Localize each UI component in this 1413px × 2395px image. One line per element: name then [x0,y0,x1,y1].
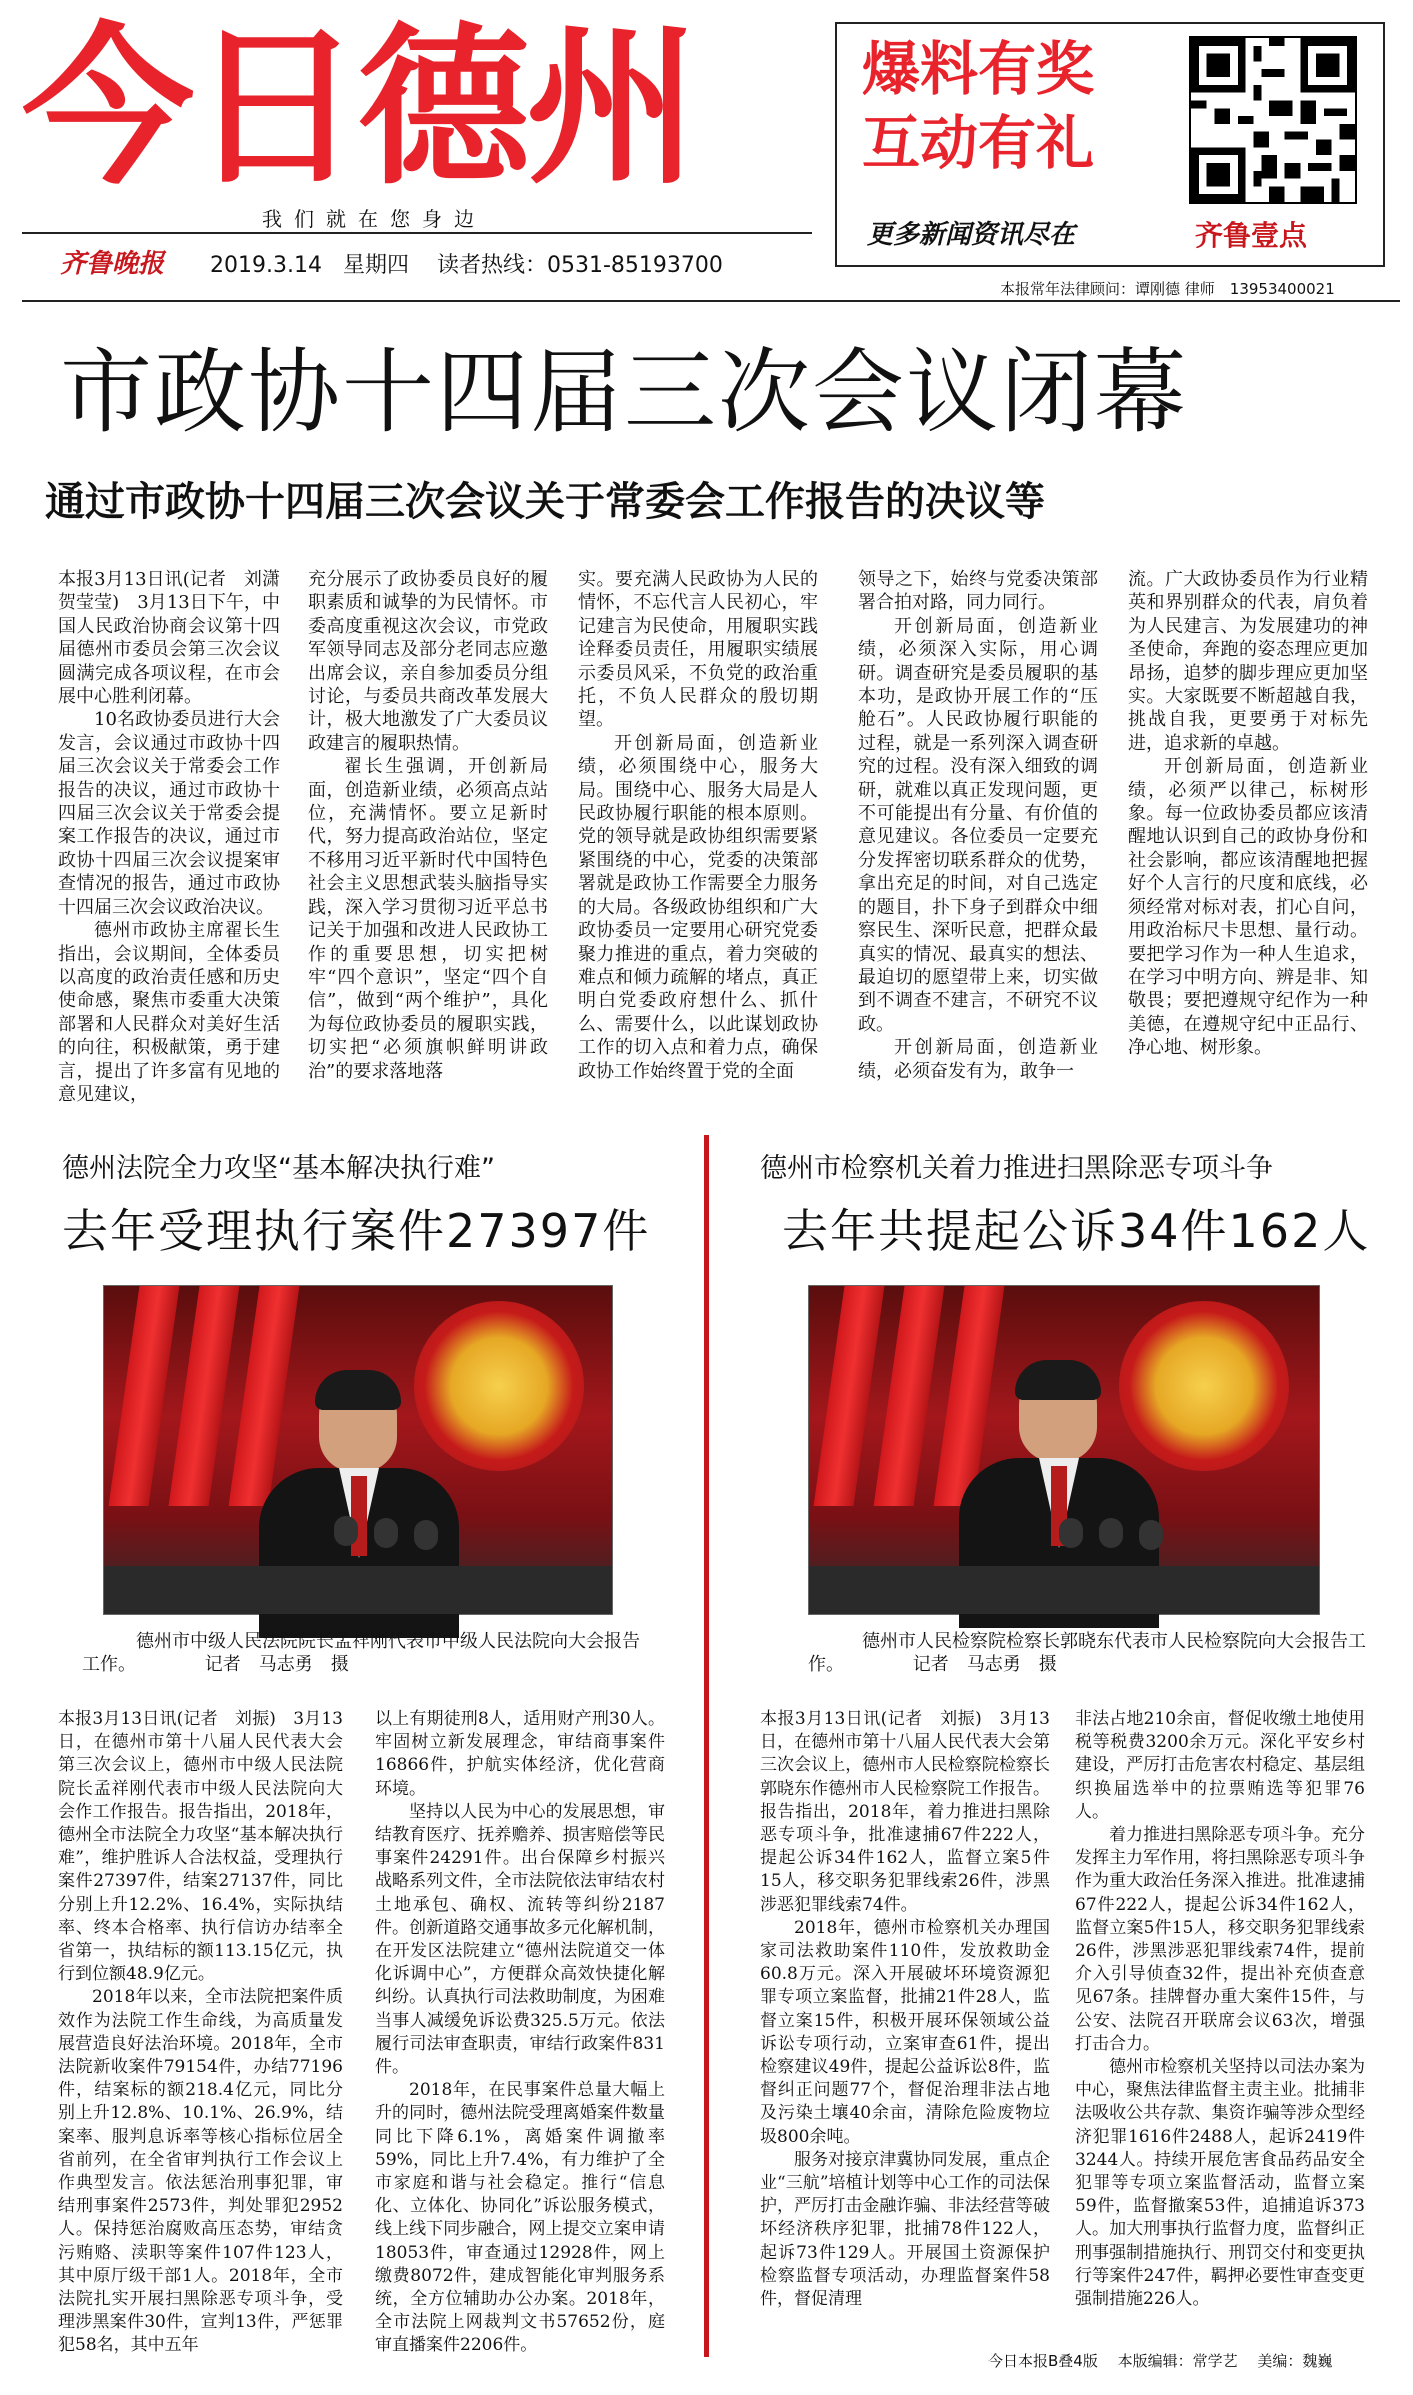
paragraph: 开创新局面，创造新业绩，必须围绕中心，服务大局。围绕中心、服务大局是人民政协履行职能的根本原则。党的领导就是政协组织需要紧紧围绕的中心，党委的决策部署就是政协工作需要全力服务的大局。各级政协组织和广大政协委员一定要用心研究党委聚力推进的重点，着力突破的难点和倾力疏解的堵点，真正明白党委政府想什么、抓什么、需要什么，以此谋划政协工作的切入点和着力点，确保政协工作始终置于党的全面 [578,732,818,1082]
legal-advisor: 本报常年法律顾问：谭刚德 律师 13953400021 [1000,280,1335,298]
promo-line1: 爆料有奖 [862,35,1095,103]
paragraph: 流。广大政协委员作为行业精英和界别群众的代表，肩负着为人民建言、为发展建功的神圣使命，奔跑的姿态理应更加昂扬，追梦的脚步理应更加坚实。大家既要不断超越自我，挑战自我，更要勇于对标先进，追求新的卓越。 [1128,569,1368,754]
main-column-3 [578,568,818,1098]
procuratorate-caption: 德州市人民检察院检察长郭晓东代表市人民检察院向大会报告工作。 记者 马志勇 摄 [808,1631,1366,1675]
paragraph: 开创新局面，创造新业绩，必须深入实际，用心调研。调查研究是委员履职的基本功，是政协开展工作的“压舱石”。人民政协履行职能的过程，就是一系列深入调查研究的过程。没有深入细致的调研，就难以真正发现问题，更不可能提出有分量、有价值的意见建议。各位委员一定要充分发挥密切联系群众的优势，拿出充足的时间，对自己选定的题目，扑下身子到群众中细察民生、深听民意，把群众最真实的情况、最真实的想法、最迫切的愿望带上来，切实做到不调查不建言，不研究不议政。 [858,615,1098,1035]
paragraph: 10名政协委员进行大会发言，会议通过市政协十四届三次会议关于常委会工作报告的决议，通过市政协十四届三次会议关于常委会提案工作报告的决议，通过市政协十四届三次会议提案审查情况的报告，通过市政协十四届三次会议政治决议。 [58,709,280,918]
main-column-2 [308,568,548,1098]
reader-hotline: 读者热线：0531-85193700 [436,253,723,278]
paragraph: 非法占地210余亩，督促收缴土地使用税等税费3200余万元。深化平安乡村建设，严厉打击危害农村稳定、基层组织换届选举中的拉票贿选等犯罪76人。 [1075,1709,1365,1822]
header-rule [22,300,1400,302]
paragraph: 着力推进扫黑除恶专项斗争。充分发挥主力军作用，将扫黑除恶专项斗争作为重大政治任务深入推进。批准逮捕67件222人，提起公诉34件162人，监督立案5件15人，移交职务犯罪线索26件，涉黑涉恶犯罪线索74件，提前介入引导侦查32件，提出补充侦查意见67条。挂牌督办重大案件15件，与公安、法院召开联席会议63次，增强打击合力。 [1075,1825,1365,2054]
paragraph: 开创新局面，创造新业绩，必须严以律己，标树形象。每一位政协委员都应该清醒地认识到自己的政协身份和社会影响，都应该清醒地把握好个人言行的尺度和底线，必须经常对标对表，扪心自问，用政治标尺卡思想、量行动。要把学习作为一种人生追求，在学习中明方向、辨是非、知敬畏；要把遵规守纪作为一种美德，在遵规守纪中正品行、净心地、树形象。 [1128,756,1368,1059]
edition-label: 今日本报B叠4版 [988,2352,1098,2370]
main-column-4 [858,568,1098,1098]
qr-code-icon[interactable] [1189,36,1357,204]
main-column-5 [1128,568,1368,1098]
photo-credit: 记者 马志勇 摄 [204,1654,349,1675]
paragraph: 本报3月13日讯(记者 刘振) 3月13日，在德州市第十八届人民代表大会第三次会议上，德州市中级人民法院院长孟祥刚代表市中级人民法院向大会作工作报告。报告指出，2018年，德州全市法院全力攻坚“基本解决执行难”，维护胜诉人合法权益，受理执行案件27397件，结案27137件，同比分别上升12.2%、16.4%，实际执结率、终本合格率、执行信访办结率全省第一，执结标的额113.15亿元，执行到位额48.9亿元。 [58,1709,343,1985]
procuratorate-photo [808,1285,1320,1615]
page-footer [988,2350,1332,2371]
main-subhead: 通过市政协十四届三次会议关于常委会工作报告的决议等 [45,479,1045,525]
paragraph: 坚持以人民为中心的发展思想，审结教育医疗、抚养赡养、损害赔偿等民事案件24291件。出台保障乡村振兴战略系列文件，全市法院依法审结农村土地承包、确权、流转等纠纷2187件。创新道路交通事故多元化解机制，在开发区法院建立“德州法院道交一体化诉调中心”，方便群众高效快捷化解纠纷。认真执行司法救助制度，为困难当事人减缓免诉讼费325.5万元。依法履行司法审查职责，审结行政案件831件。 [375,1801,665,2078]
paragraph: 翟长生强调，开创新局面，创造新业绩，必须高点站位，充满情怀。要立足新时代，努力提高政治站位，坚定不移用习近平新时代中国特色社会主义思想武装头脑指导实践，深入学习贯彻习近平总书记关于加强和改进人民政协工作的重要思想，切实把树牢“四个意识”，坚定“四个自信”，做到“两个维护”，具化为每位政协委员的履职实践，切实把“必须旗帜鲜明讲政治”的要求落地落 [308,756,548,1082]
dateline [210,248,723,279]
paragraph: 充分展示了政协委员良好的履职素质和诚挚的为民情怀。市委高度重视这次会议，市党政军领导同志及部分老同志应邀出席会议，亲自参加委员分组讨论，与委员共商改革发展大计，极大地激发了广大委员议政建言的履职热情。 [308,569,548,754]
procuratorate-kicker: 德州市检察机关着力推进扫黑除恶专项斗争 [760,1153,1273,1184]
masthead-title: 今日德州 [22,7,694,208]
paragraph: 开创新局面，创造新业绩，必须奋发有为，敢争一 [858,1037,1098,1082]
section-divider [704,1135,709,2357]
paragraph: 实。要充满人民政协为人民的情怀，不忘代言人民初心，牢记建言为民使命，用履职实践诠释委员责任，用履职实绩展示委员风采，不负党的政治重托，不负人民群众的殷切期望。 [578,569,818,731]
promo-line2: 互动有礼 [862,109,1095,177]
paragraph: 德州市检察机关坚持以司法办案为中心，聚焦法律监督主责主业。批捕非法吸收公共存款、集资诈骗等涉众型经济犯罪1616件2488人，起诉2419件3244人。持续开展危害食品药品安全犯罪等专项立案监督活动，监督立案59件，监督撤案53件，追捕追诉373人。加大刑事执行监督力度，监督纠正刑事强制措施执行、刑罚交付和变更执行等案件247件，羁押必要性审查变更强制措施226人。 [1075,2057,1365,2310]
paragraph: 2018年以来，全市法院把案件质效作为法院工作生命线，为高质量发展营造良好法治环境。2018年，全市法院新收案件79154件，办结77196件，结案标的额218.4亿元，同比分别上升12.8%、10.1%、26.9%，结案率、服判息诉率等核心指标位居全省前列，在全省审判执行工作会议上作典型发言。依法惩治刑事犯罪，审结刑事案件2573件，判处罪犯2952人。保持惩治腐败高压态势，审结贪污贿赂、渎职等案件107件123人，其中原厅级干部1人。2018年，全市法院扎实开展扫黑除恶专项斗争，受理涉黑案件30件，宣判13件，严惩罪犯58名，其中五年 [58,1987,343,2356]
paragraph: 以上有期徒刑8人，适用财产刑30人。牢固树立新发展理念，审结商事案件16866件，护航实体经济，优化营商环境。 [375,1709,665,1799]
court-headline: 去年受理执行案件27397件 [62,1204,651,1258]
paragraph: 2018年，在民事案件总量大幅上升的同时，德州法院受理离婚案件数量同比下降6.1%，离婚案件调撤率59%，同比上升7.4%，有力维护了全市家庭和谐与社会稳定。推行“信息化、立体化、协同化”诉讼服务模式，线上线下同步融合，网上提交立案申请18053件，审查通过12928件，网上缴费8072件，建成智能化审判服务系统，全方位辅助办公办案。2018年，全市法院上网裁判文书57652份，庭审直播案件2206件。 [375,2080,665,2356]
court-caption: 德州市中级人民法院院长孟祥刚代表市中级人民法院向大会报告工作。 记者 马志勇 摄 [82,1631,640,1675]
court-photo [103,1285,613,1615]
paragraph: 2018年，德州市检察机关办理国家司法救助案件110件，发放救助金60.8万元。深入开展破坏环境资源犯罪专项立案监督，批捕21件28人，监督立案15件，积极开展环保领域公益诉讼专项行动，立案审查61件，提出检察建议49件，提起公益诉讼8件，监督纠正问题77个，督促治理非法占地及污染土壤40余亩，清除危险废物垃圾800余吨。 [760,1917,1050,2147]
masthead-slogan: 我们就在您身边 [262,207,486,231]
main-headline: 市政协十四届三次会议闭幕 [60,339,1189,446]
designer-label: 美编：魏巍 [1257,2352,1333,2370]
procuratorate-headline: 去年共提起公诉34件162人 [782,1204,1371,1258]
promo-brand: 齐鲁壹点 [1195,219,1308,252]
paragraph: 本报3月13日讯(记者 刘潇 贺莹莹) 3月13日下午，中国人民政治协商会议第十四届德州市委员会第三次会议圆满完成各项议程，在市会展中心胜利闭幕。 [58,569,298,708]
promo-box[interactable] [835,22,1385,267]
paragraph: 本报3月13日讯(记者 刘振) 3月13日，在德州市第十八届人民代表大会第三次会议上，德州市人民检察院检察长郭晓东作德州市人民检察院工作报告。报告指出，2018年，着力推进扫黑除恶专项斗争，批准逮捕67件222人，提起公诉34件162人，监督立案5件15人，移交职务犯罪线索26件，涉黑涉恶犯罪线索74件。 [760,1709,1050,1915]
issue-weekday: 星期四 [342,253,409,278]
issue-date: 2019.3.14 [210,253,322,278]
main-column-1 [58,568,298,1105]
photo-credit: 记者 马志勇 摄 [912,1654,1057,1675]
court-column-2 [375,1708,665,2363]
court-column-1 [58,1708,343,2363]
procuratorate-column-2 [1075,1708,1365,2328]
court-kicker: 德州法院全力攻坚“基本解决执行难” [62,1153,495,1184]
paragraph: 德州市政协主席翟长生指出，会议期间，全体委员以高度的政治责任感和历史使命感，聚焦市委重大决策部署和人民群众对美好生活的向往，积极献策，勇于建言，提出了许多富有见地的意见建议， [58,920,280,1105]
paper-logo: 齐鲁晚报 [60,249,165,279]
masthead-rule [22,232,812,234]
editor-label: 本版编辑：常学艺 [1117,2352,1238,2370]
procuratorate-column-1 [760,1708,1050,2328]
paragraph: 服务对接京津冀协同发展，重点企业“三航”培植计划等中心工作的司法保护，严厉打击金融诈骗、非法经营等破坏经济秩序犯罪，批捕78件122人，起诉73件129人。开展国土资源保护检察监督专项活动，办理监督案件58件，督促清理 [760,2149,1050,2310]
paragraph: 领导之下，始终与党委决策部署合拍对路，同力同行。 [858,569,1098,614]
promo-line3: 更多新闻资讯尽在 [867,220,1076,250]
